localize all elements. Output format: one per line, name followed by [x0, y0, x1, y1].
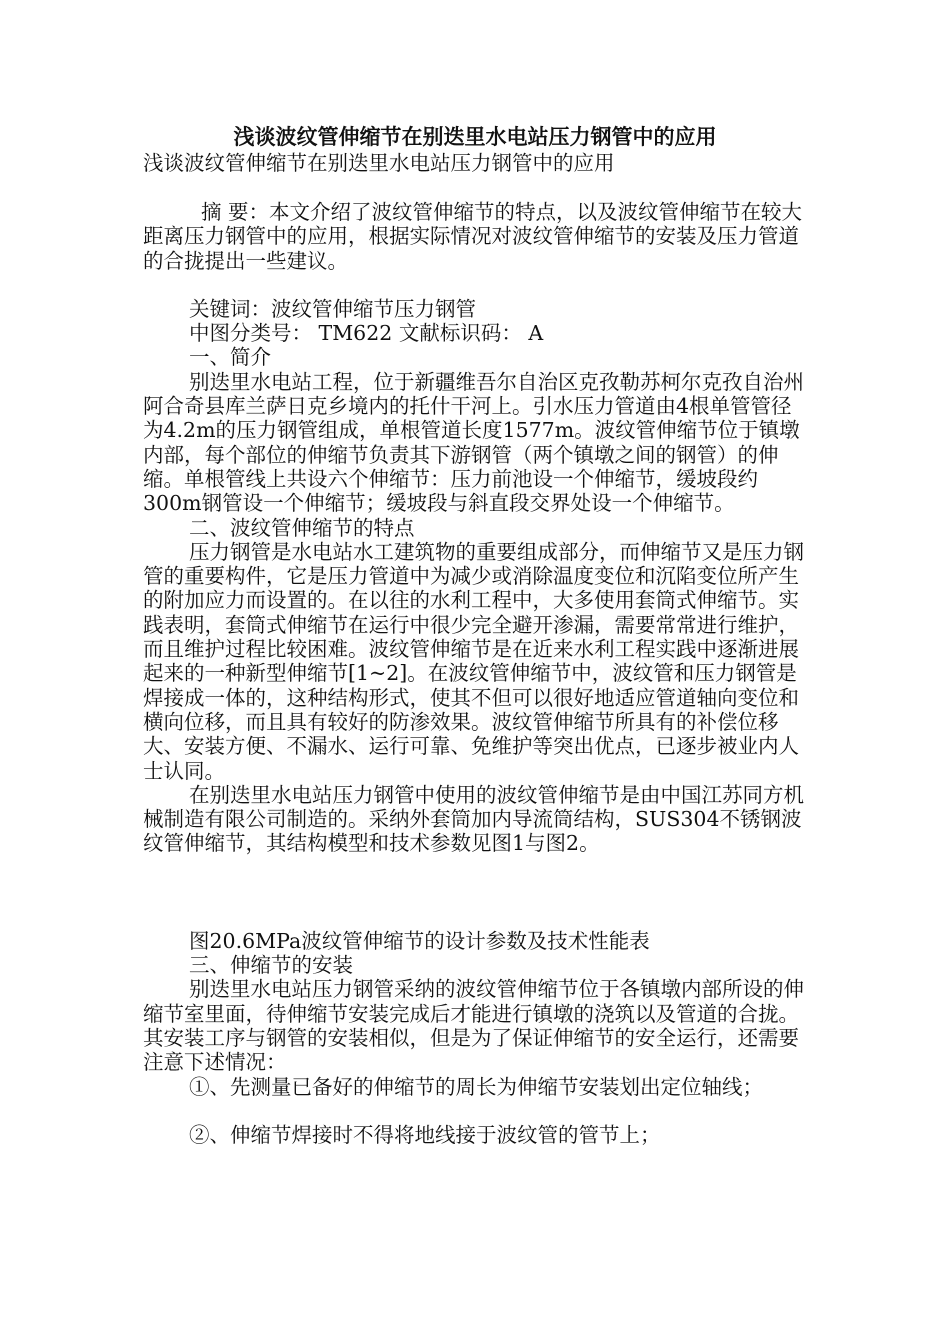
abstract-paragraph: 摘 要：本文介绍了波纹管伸缩节的特点，以及波纹管伸缩节在较大距离压力钢管中的应用，根据实际情况对波纹管伸缩节的安装及压力管道的合拢提出一些建议。	[143, 200, 803, 273]
classification-line: 中图分类号： TM622 文献标识码： A	[189, 321, 544, 346]
manufacturer-paragraph: 在别迭里水电站压力钢管中使用的波纹管伸缩节是由中国江苏同方机械制造有限公司制造的。采纳外套筒加内导流筒结构，SUS304不锈钢波纹管伸缩节，其结构模型和技术参数见图1与图2。	[143, 782, 804, 856]
section-heading-features: 二、波纹管伸缩节的特点	[189, 515, 415, 540]
document-title: 浅谈波纹管伸缩节在别迭里水电站压力钢管中的应用	[233, 125, 717, 149]
document-body	[143, 200, 811, 1147]
document-subtitle: 浅谈波纹管伸缩节在别迭里水电站压力钢管中的应用	[143, 151, 615, 175]
list-item: ②、伸缩节焊接时不得将地线接于波纹管的管节上；	[189, 1122, 661, 1147]
installation-paragraph: 别迭里水电站压力钢管采纳的波纹管伸缩节位于各镇墩内部所设的伸缩节室里面，待伸缩节安装完成后才能进行镇墩的浇筑以及管道的合拢。其安装工序与钢管的安装相似，但是为了保证伸缩节的安全运行，还需要注意下述情况：	[143, 977, 804, 1075]
list-item: ①、先测量已备好的伸缩节的周长为伸缩节安装划出定位轴线；	[189, 1074, 763, 1099]
figure-caption: 图20.6MPa波纹管伸缩节的设计参数及技术性能表	[189, 928, 650, 953]
section-heading-installation: 三、伸缩节的安装	[189, 953, 353, 978]
section-heading-intro: 一、简介	[189, 345, 271, 370]
features-paragraph: 压力钢管是水电站水工建筑物的重要组成部分，而伸缩节又是压力钢管的重要构件，它是压力管道中为减少或消除温度变位和沉陷变位所产生的附加应力而设置的。在以往的水利工程中，大多使用套筒式伸缩节。实践表明，套筒式伸缩节在运行中很少完全避开渗漏，需要常常进行维护，而且维护过程比较困难。波纹管伸缩节是在近来水利工程实践中逐渐进展起来的一种新型伸缩节[1~2]。在波纹管伸缩节中，波纹管和压力钢管是焊接成一体的，这种结构形式，使其不但可以很好地适应管道轴向变位和横向位移，而且具有较好的防渗效果。波纹管伸缩节所具有的补偿位移大、安装方便、不漏水、运行可靠、免维护等突出优点，已逐步被业内人士认同。	[143, 539, 804, 783]
intro-paragraph: 别迭里水电站工程，位于新疆维吾尔自治区克孜勒苏柯尔克孜自治州阿合奇县库兰萨日克乡境内的托什干河上。引水压力管道由4根单管管径为4.2m的压力钢管组成，单根管道长度1577m。波纹管伸缩节位于镇墩内部，每个部位的伸缩节负责其下游钢管（两个镇墩之间的钢管）的伸缩。单根管线上共设六个伸缩节：压力前池设一个伸缩节，缓坡段约300m钢管设一个伸缩节；缓坡段与斜直段交界处设一个伸缩节。	[143, 369, 804, 516]
keywords-line: 关键词：波纹管伸缩节压力钢管	[189, 296, 476, 321]
